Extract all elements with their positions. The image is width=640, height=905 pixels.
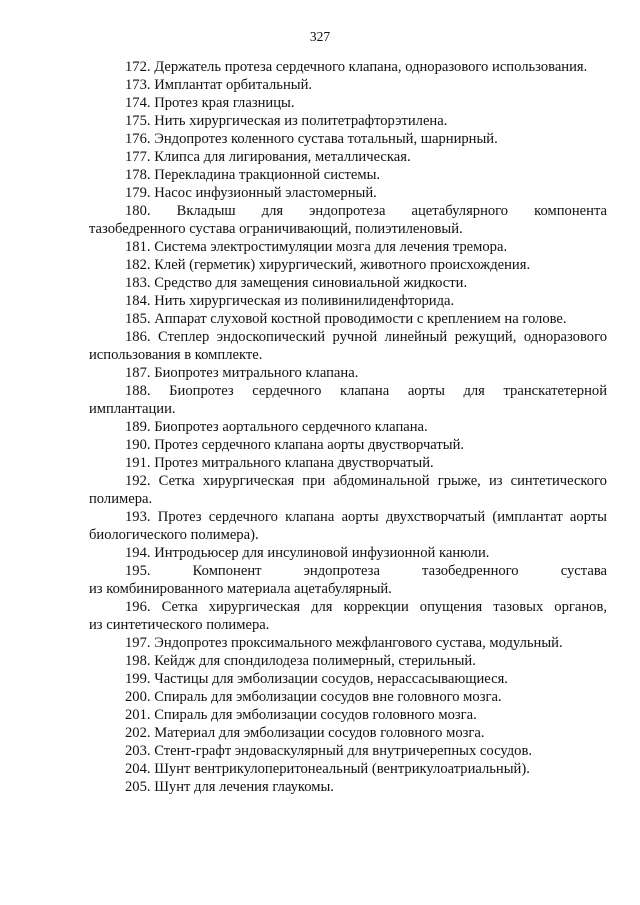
list-item [89,112,607,130]
item-number: 197. [125,635,151,651]
list-item-first-line [89,688,607,706]
item-number: 204. [125,761,151,777]
list-item [89,742,607,760]
item-number: 191. [125,455,151,471]
item-text: Шунт вентрикулоперитонеальный (вентрикулоатриальный). [154,761,530,777]
item-list [89,58,607,796]
item-text: Сетка хирургическая при абдоминальной грыже, из синтетического [158,473,607,489]
list-item [89,202,607,238]
list-item [89,760,607,778]
item-text: Вкладыш для эндопротеза ацетабулярного компонента [176,203,607,219]
list-item [89,598,607,634]
item-text-continuation: из комбинированного материала ацетабулярный. [89,581,392,597]
list-item-first-line [89,238,607,256]
list-item-first-line [89,454,607,472]
item-text: Нить хирургическая из политетрафторэтилена. [154,113,448,129]
list-item [89,472,607,508]
item-text: Имплантат орбитальный. [154,77,313,93]
list-item [89,562,607,598]
item-number: 193. [125,509,151,525]
item-number: 203. [125,743,151,759]
item-number: 192. [125,473,151,489]
list-item-first-line [89,256,607,274]
item-text: Протез митрального клапана двустворчатый. [154,455,434,471]
list-item [89,328,607,364]
item-text-continuation: имплантации. [89,401,176,417]
list-item [89,670,607,688]
item-text: Интродьюсер для инсулиновой инфузионной канюли. [154,545,490,561]
list-item [89,436,607,454]
item-number: 182. [125,257,151,273]
item-text: Протез сердечного клапана аорты двустворчатый. [154,437,465,453]
list-item-first-line [89,652,607,670]
item-number: 183. [125,275,151,291]
item-text: Сетка хирургическая для коррекции опущения тазовых органов, [161,599,607,615]
item-text: Биопротез аортального сердечного клапана. [154,419,428,435]
list-item-first-line [89,310,607,328]
item-text: Биопротез сердечного клапана аорты для транскатетерной [169,383,608,399]
item-text: Кейдж для спондилодеза полимерный, стерильный. [154,653,476,669]
item-text: Спираль для эмболизации сосудов вне головного мозга. [154,689,502,705]
list-item-first-line [89,76,607,94]
list-item-first-line [89,166,607,184]
list-item-first-line [89,508,607,526]
item-number: 184. [125,293,151,309]
list-item [89,184,607,202]
list-item [89,364,607,382]
item-text: Протез сердечного клапана аорты двухстворчатый (имплантат аорты [157,509,607,525]
item-text: Держатель протеза сердечного клапана, одноразового использования. [154,59,588,75]
list-item-first-line [89,598,607,616]
list-item [89,94,607,112]
list-item-first-line [89,742,607,760]
list-item-first-line [89,724,607,742]
item-text: Компонент эндопротеза тазобедренного сустава [192,563,607,579]
item-text-continuation: биологического полимера). [89,527,259,543]
item-text: Протез края глазницы. [154,95,295,111]
item-text: Материал для эмболизации сосудов головного мозга. [154,725,485,741]
item-number: 185. [125,311,151,327]
list-item-first-line [89,544,607,562]
list-item-first-line [89,562,607,580]
item-number: 200. [125,689,151,705]
list-item-first-line [89,382,607,400]
item-text-continuation: тазобедренного сустава ограничивающий, полиэтиленовый. [89,221,463,237]
list-item-first-line [89,760,607,778]
item-text-continuation: полимера. [89,491,153,507]
list-item-first-line [89,436,607,454]
item-number: 194. [125,545,151,561]
list-item-first-line [89,292,607,310]
item-number: 178. [125,167,151,183]
item-number: 176. [125,131,151,147]
list-item-first-line [89,94,607,112]
list-item-first-line [89,58,607,76]
list-item [89,256,607,274]
list-item [89,454,607,472]
page-number: 327 [309,29,331,44]
item-number: 177. [125,149,151,165]
item-number: 180. [125,203,151,219]
item-number: 201. [125,707,151,723]
list-item-first-line [89,778,607,796]
item-text: Система электростимуляции мозга для лечения тремора. [154,239,508,255]
item-number: 189. [125,419,151,435]
item-number: 172. [125,59,151,75]
list-item [89,688,607,706]
item-text: Аппарат слуховой костной проводимости с креплением на голове. [154,311,567,327]
item-number: 198. [125,653,151,669]
item-text: Спираль для эмболизации сосудов головного мозга. [154,707,477,723]
list-item-first-line [89,130,607,148]
item-number: 202. [125,725,151,741]
list-item-first-line [89,202,607,220]
item-text: Нить хирургическая из поливинилиденфторида. [154,293,455,309]
list-item [89,634,607,652]
list-item [89,76,607,94]
list-item-first-line [89,274,607,292]
list-item-first-line [89,148,607,166]
list-item [89,652,607,670]
list-item-first-line [89,472,607,490]
item-number: 187. [125,365,151,381]
item-text: Степлер эндоскопический ручной линейный режущий, одноразового [158,329,607,345]
list-item [89,544,607,562]
list-item [89,292,607,310]
list-item [89,58,607,76]
item-number: 186. [125,329,151,345]
item-number: 188. [125,383,151,399]
list-item [89,166,607,184]
list-item [89,310,607,328]
list-item [89,382,607,418]
list-item [89,508,607,544]
list-item-first-line [89,184,607,202]
list-item [89,274,607,292]
item-text: Эндопротез коленного сустава тотальный, шарнирный. [154,131,498,147]
list-item-first-line [89,706,607,724]
item-text: Перекладина тракционной системы. [154,167,381,183]
item-text: Биопротез митрального клапана. [154,365,359,381]
item-text: Клей (герметик) хирургический, животного происхождения. [154,257,531,273]
item-text: Частицы для эмболизации сосудов, нерассасывающиеся. [154,671,508,687]
list-item-first-line [89,418,607,436]
item-text: Стент-графт эндоваскулярный для внутричерепных сосудов. [154,743,532,759]
list-item [89,148,607,166]
list-item-first-line [89,112,607,130]
item-number: 195. [125,563,151,579]
item-text: Насос инфузионный эластомерный. [154,185,377,201]
list-item [89,418,607,436]
item-number: 181. [125,239,151,255]
list-item [89,778,607,796]
list-item [89,130,607,148]
list-item-first-line [89,328,607,346]
item-text: Эндопротез проксимального межфлангового сустава, модульный. [154,635,563,651]
list-item [89,706,607,724]
item-number: 190. [125,437,151,453]
list-item-first-line [89,670,607,688]
item-text: Средство для замещения синовиальной жидкости. [154,275,468,291]
item-number: 205. [125,779,151,795]
item-text-continuation: из синтетического полимера. [89,617,270,633]
list-item-first-line [89,364,607,382]
list-item [89,238,607,256]
item-number: 199. [125,671,151,687]
list-item [89,724,607,742]
item-text: Клипса для лигирования, металлическая. [154,149,411,165]
item-number: 179. [125,185,151,201]
item-number: 196. [125,599,151,615]
item-number: 173. [125,77,151,93]
item-text-continuation: использования в комплекте. [89,347,263,363]
item-number: 175. [125,113,151,129]
item-number: 174. [125,95,151,111]
list-item-first-line [89,634,607,652]
item-text: Шунт для лечения глаукомы. [154,779,334,795]
